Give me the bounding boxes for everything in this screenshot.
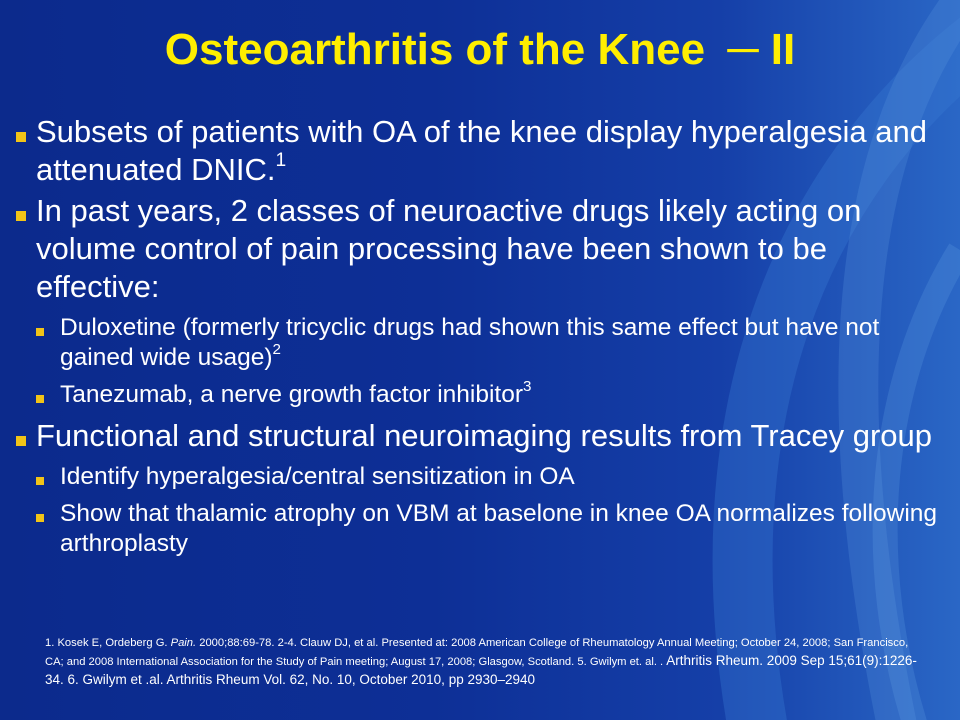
sub-bullet-item (10, 462, 950, 492)
sub-bullet-item (10, 377, 950, 410)
bullet-item (10, 417, 950, 455)
square-bullet-icon (16, 132, 26, 142)
bullet-item (10, 192, 950, 306)
slide-title (0, 20, 960, 80)
square-bullet-icon (36, 477, 44, 485)
citation-sup: 1 (275, 149, 287, 171)
square-bullet-icon (36, 514, 44, 522)
ref-5-6-details: Arthritis Rheum. 2009 Sep 15;61(9):1226-34. 6. Gwilym et .al. Arthritis Rheum Vol. 62, No. 10, October 2010, pp 2930–2940 (45, 653, 917, 687)
bullet-text: Show that thalamic atrophy on VBM at baselone in knee OA normalizes following arthroplasty (60, 500, 938, 557)
references-footnote (45, 635, 925, 690)
bullet-text: In past years, 2 classes of neuroactive drugs likely acting on volume control of pain processing have been shown to be effective: (36, 193, 862, 304)
bullet-list (10, 113, 950, 566)
square-bullet-icon (36, 395, 44, 403)
square-bullet-icon (16, 211, 26, 221)
bullet-text: Subsets of patients with OA of the knee display hyperalgesia and attenuated DNIC. (36, 114, 927, 187)
ref-5-authors: 5. Gwilym et. al. . (577, 656, 664, 668)
bullet-text: Functional and structural neuroimaging results from Tracey group (36, 418, 932, 453)
square-bullet-icon (36, 328, 44, 336)
ref-1-authors: 1. Kosek E, Ordeberg G. (45, 637, 168, 649)
ref-1-journal: Pain. (170, 637, 197, 649)
sub-bullet-item (10, 313, 950, 373)
bullet-text: Tanezumab, a nerve growth factor inhibitor (60, 381, 524, 408)
bullet-item (10, 113, 950, 189)
bullet-text: Duloxetine (formerly tricyclic drugs had shown this same effect but have not gained wide usage) (60, 314, 880, 371)
ref-1-details: 2000;88:69-78. (199, 637, 275, 649)
citation-sup: 2 (272, 340, 281, 358)
citation-sup: 3 (523, 377, 532, 395)
title-dash: ─ (727, 25, 759, 74)
bullet-text: Identify hyperalgesia/central sensitization in OA (60, 463, 575, 490)
ref-2-4: 2-4. Clauw DJ, et al. Presented at: 2008 American College of Rheumatology Annual Meeting; October 24, 2008; San Francisco, CA; and 2008 International Association for the Study of Pain meeting; August 17, 2008; Glasgow, Scotland. (45, 637, 909, 668)
square-bullet-icon (16, 436, 26, 446)
sub-bullet-item (10, 499, 950, 559)
title-numeral: II (770, 25, 796, 74)
title-main: Osteoarthritis of the Knee (164, 25, 706, 74)
